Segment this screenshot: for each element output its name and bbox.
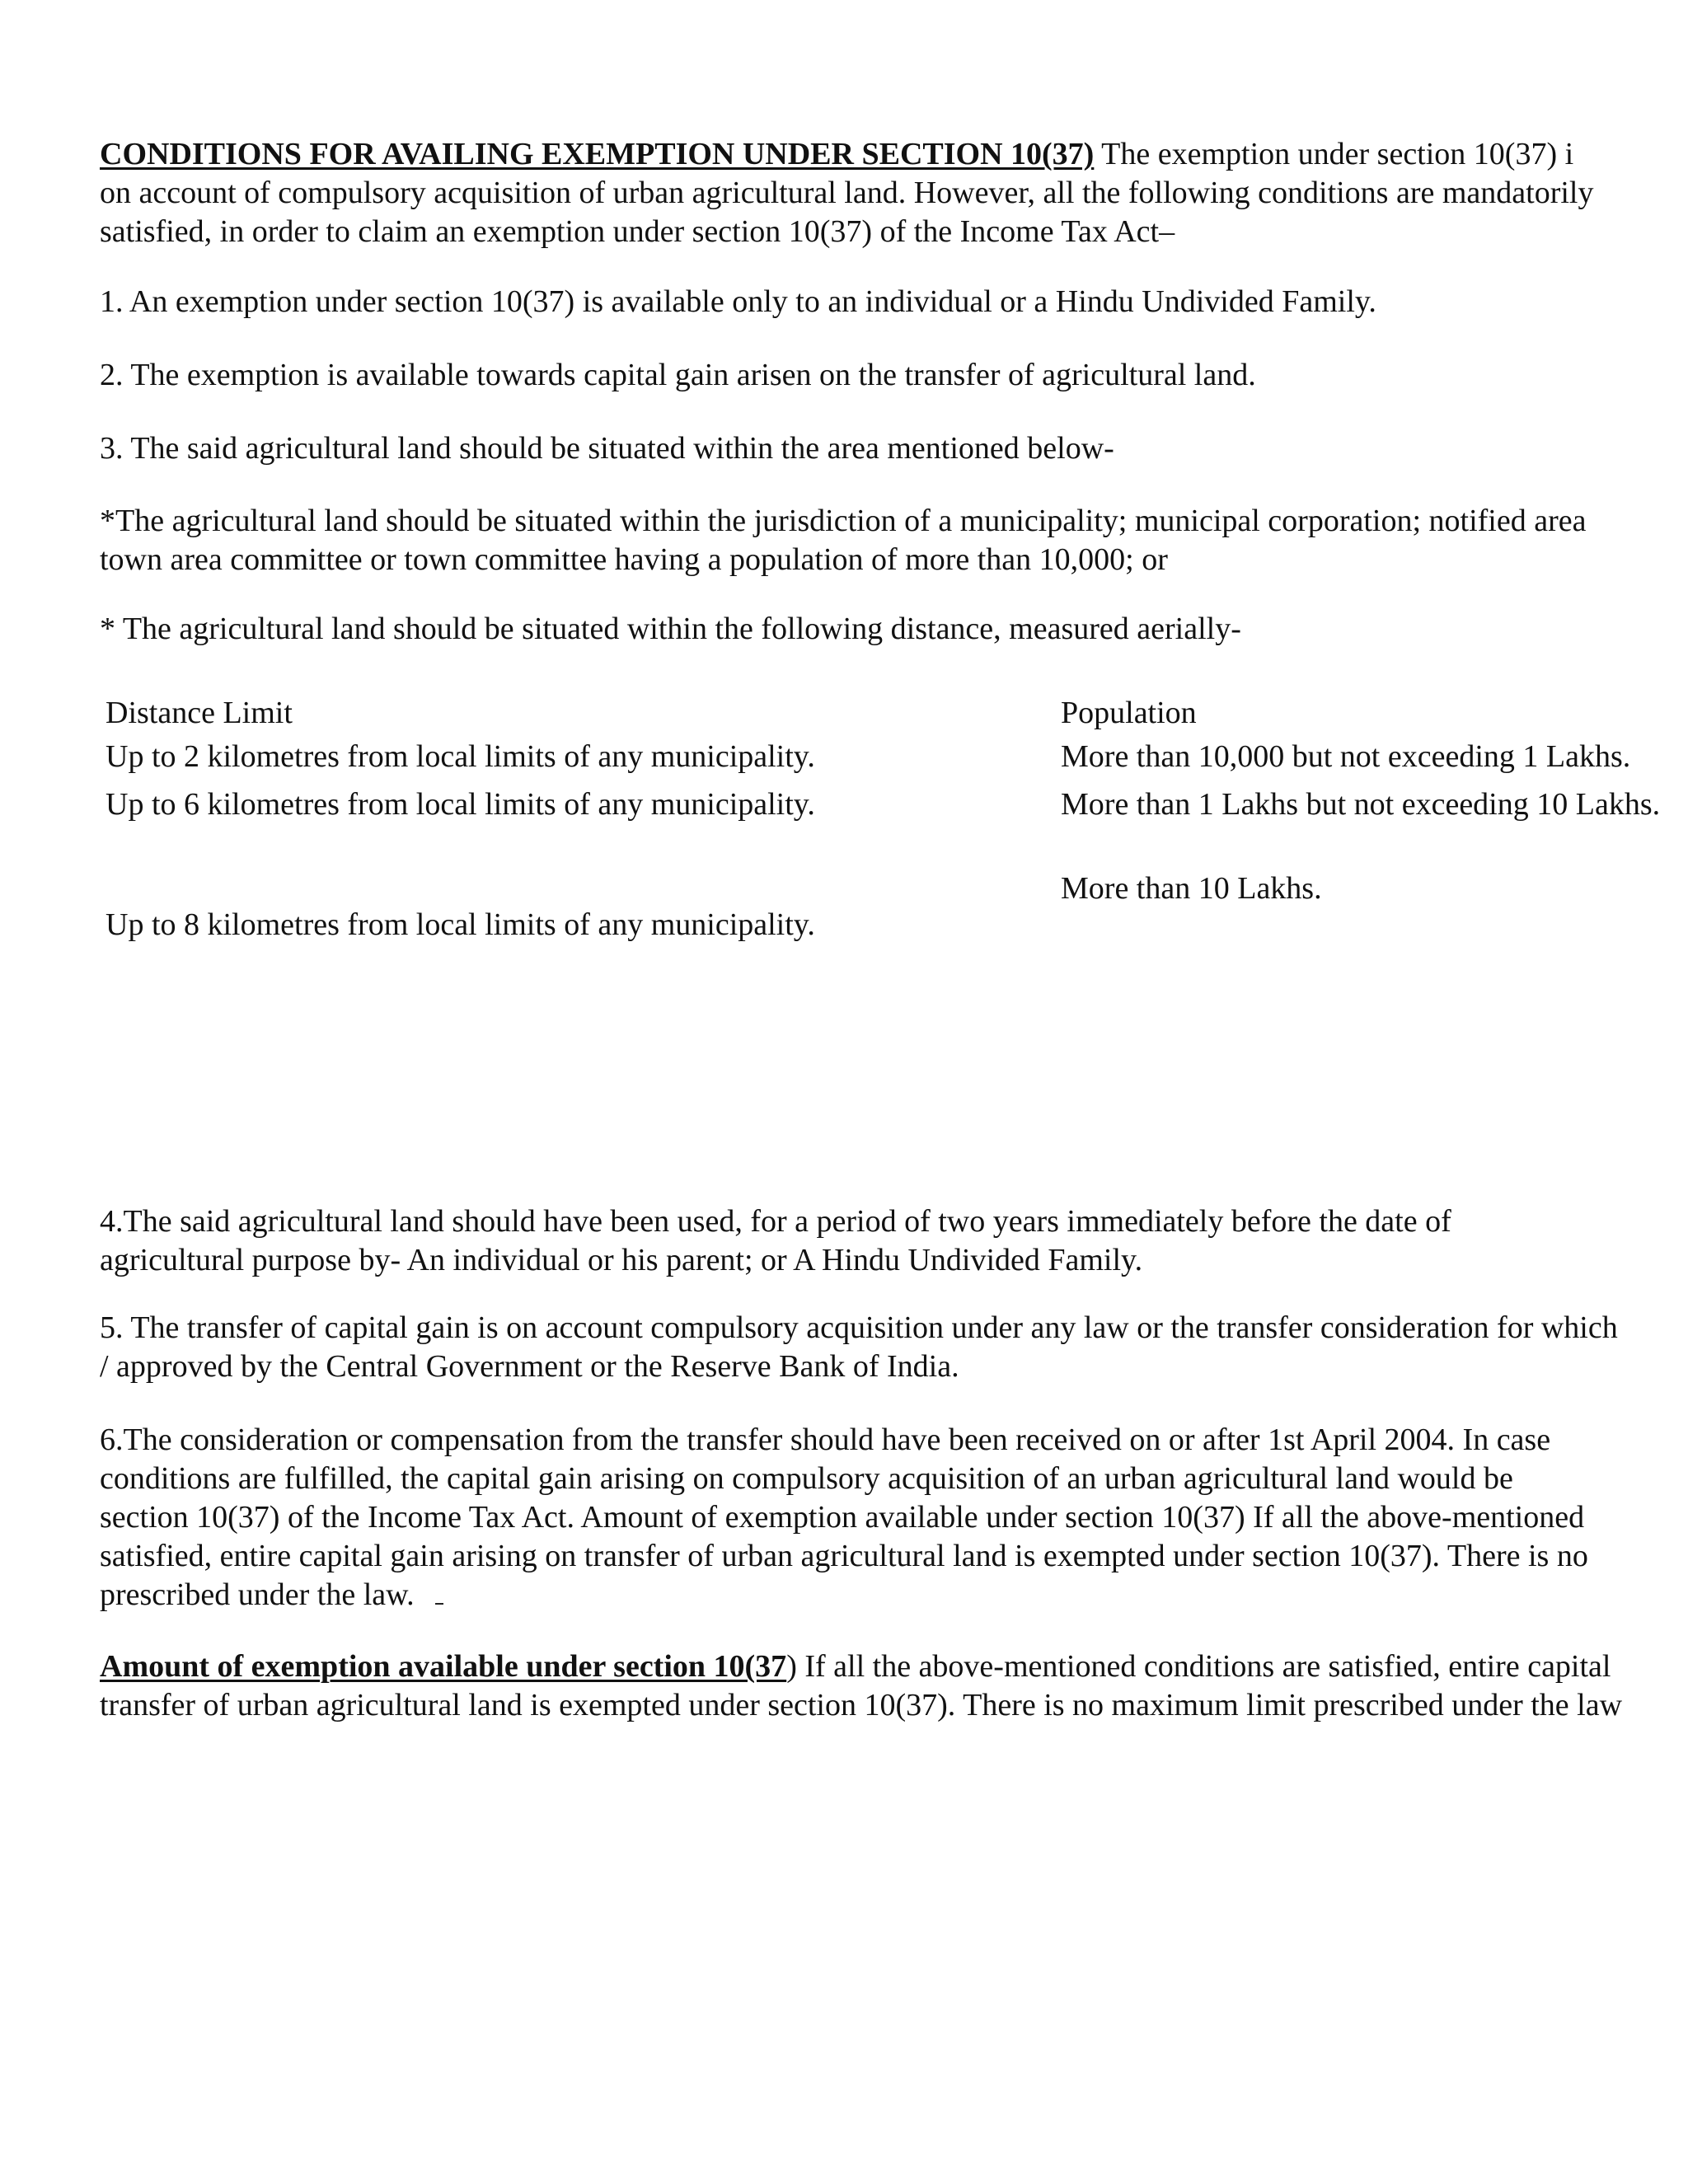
amount-line-1 <box>100 1651 1611 1682</box>
table-row-3-population: More than 10 Lakhs. <box>1061 871 1322 906</box>
amount-line-1-text: ) If all the above-mentioned conditions are satisfied, entire capital <box>786 1649 1611 1684</box>
intro-line-1-text: The exemption under section 10(37) i <box>1094 137 1574 171</box>
condition-6-line-2: conditions are fulfilled, the capital gain arising on compulsory acquisition of an urban agricultural land would be <box>100 1461 1513 1496</box>
table-row-1-distance: Up to 2 kilometres from local limits of any municipality. <box>106 739 815 774</box>
table-header-distance: Distance Limit <box>106 696 293 730</box>
condition-1: 1. An exemption under section 10(37) is available only to an individual or a Hindu Undivided Family. <box>100 284 1376 319</box>
area-bullet-2: * The agricultural land should be situated within the following distance, measured aerially- <box>100 612 1241 646</box>
table-header-population: Population <box>1061 696 1197 730</box>
condition-6-line-5: prescribed under the law. <box>100 1577 415 1612</box>
condition-6-line-4: satisfied, entire capital gain arising on transfer of urban agricultural land is exempted under section 10(37). There is no <box>100 1539 1588 1573</box>
condition-6-line-3: section 10(37) of the Income Tax Act. Amount of exemption available under section 10(37) If all the above-mentioned <box>100 1500 1585 1535</box>
table-row-2-distance: Up to 6 kilometres from local limits of any municipality. <box>106 787 815 822</box>
stray-dash-mark <box>435 1603 443 1605</box>
intro-heading: CONDITIONS FOR AVAILING EXEMPTION UNDER SECTION 10(37) <box>100 137 1095 171</box>
condition-6-line-1: 6.The consideration or compensation from the transfer should have been received on or after 1st April 2004. In case <box>100 1422 1551 1457</box>
condition-3: 3. The said agricultural land should be situated within the area mentioned below- <box>100 431 1114 466</box>
condition-4-line-1: 4.The said agricultural land should have been used, for a period of two years immediately before the date of <box>100 1204 1451 1239</box>
condition-2: 2. The exemption is available towards capital gain arisen on the transfer of agricultural land. <box>100 358 1256 392</box>
table-row-1-population: More than 10,000 but not exceeding 1 Lakhs. <box>1061 739 1631 774</box>
area-bullet-1-line-2: town area committee or town committee having a population of more than 10,000; or <box>100 542 1168 577</box>
condition-5-line-2: / approved by the Central Government or the Reserve Bank of India. <box>100 1349 959 1384</box>
intro-line-1 <box>100 138 1573 170</box>
condition-4-line-2: agricultural purpose by- An individual or his parent; or A Hindu Undivided Family. <box>100 1243 1143 1277</box>
table-row-3-distance: Up to 8 kilometres from local limits of any municipality. <box>106 907 815 942</box>
intro-line-2: on account of compulsory acquisition of urban agricultural land. However, all the following conditions are mandatorily <box>100 176 1594 210</box>
amount-heading: Amount of exemption available under section 10(37 <box>100 1649 787 1684</box>
intro-line-3: satisfied, in order to claim an exemption under section 10(37) of the Income Tax Act– <box>100 214 1175 249</box>
area-bullet-1-line-1: *The agricultural land should be situated within the jurisdiction of a municipality; municipal corporation; notified area <box>100 504 1587 538</box>
table-row-2-population: More than 1 Lakhs but not exceeding 10 Lakhs. <box>1061 787 1661 822</box>
condition-5-line-1: 5. The transfer of capital gain is on account compulsory acquisition under any law or the transfer consideration for which <box>100 1310 1618 1345</box>
amount-line-2: transfer of urban agricultural land is exempted under section 10(37). There is no maximum limit prescribed under the law <box>100 1688 1623 1722</box>
